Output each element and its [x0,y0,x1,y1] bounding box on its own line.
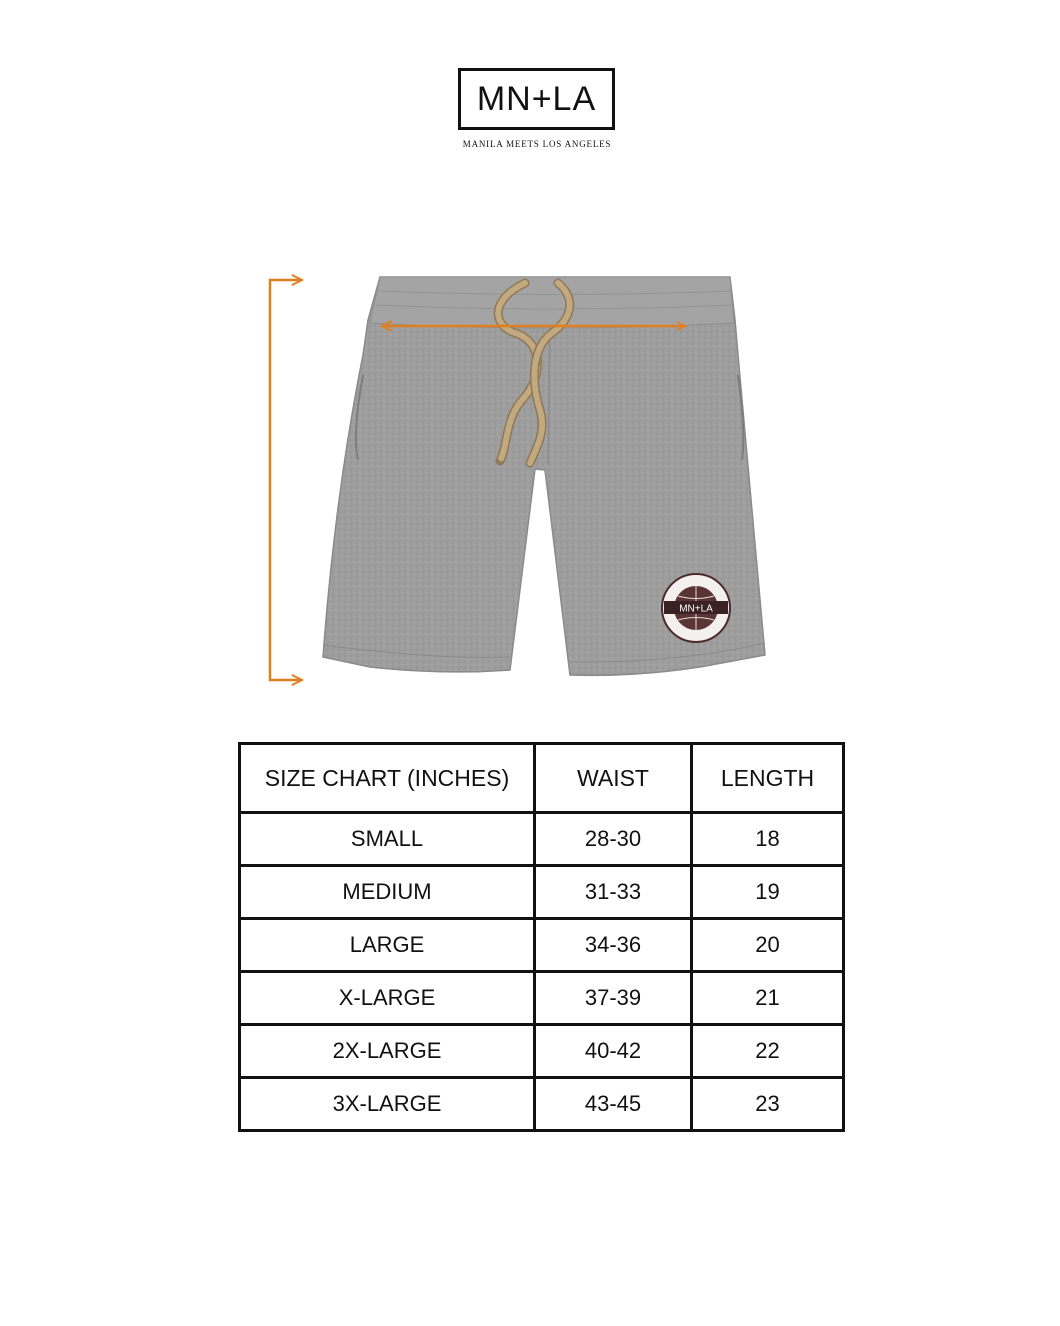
table-row [240,1025,844,1078]
header-size-chart: SIZE CHART (INCHES) [240,744,535,813]
table-row [240,972,844,1025]
size-chart-header-row [240,744,844,813]
patch-text: MN+LA [679,603,713,615]
table-row [240,919,844,972]
table-row [240,1078,844,1131]
header-length: LENGTH [692,744,844,813]
waist-cell: 43-45 [535,1078,692,1131]
size-cell: 3X-LARGE [240,1078,535,1131]
size-cell: 2X-LARGE [240,1025,535,1078]
waist-cell: 31-33 [535,866,692,919]
length-cell: 18 [692,813,844,866]
table-row [240,813,844,866]
size-cell: X-LARGE [240,972,535,1025]
length-cell: 23 [692,1078,844,1131]
length-cell: 22 [692,1025,844,1078]
waist-cell: 34-36 [535,919,692,972]
waistband [370,277,734,328]
length-arrow [270,275,302,685]
length-cell: 21 [692,972,844,1025]
header-waist: WAIST [535,744,692,813]
length-cell: 20 [692,919,844,972]
waist-cell: 37-39 [535,972,692,1025]
brand-logo-text: MN+LA [476,79,597,118]
shorts-illustration [260,265,800,705]
waist-cell: 40-42 [535,1025,692,1078]
brand-tagline: MANILA MEETS LOS ANGELES [462,139,612,149]
length-cell: 19 [692,866,844,919]
size-cell: MEDIUM [240,866,535,919]
brand-logo [458,68,615,130]
waist-cell: 28-30 [535,813,692,866]
table-row [240,866,844,919]
globe-patch [662,574,730,642]
size-chart-table [238,742,845,1132]
size-cell: LARGE [240,919,535,972]
size-cell: SMALL [240,813,535,866]
